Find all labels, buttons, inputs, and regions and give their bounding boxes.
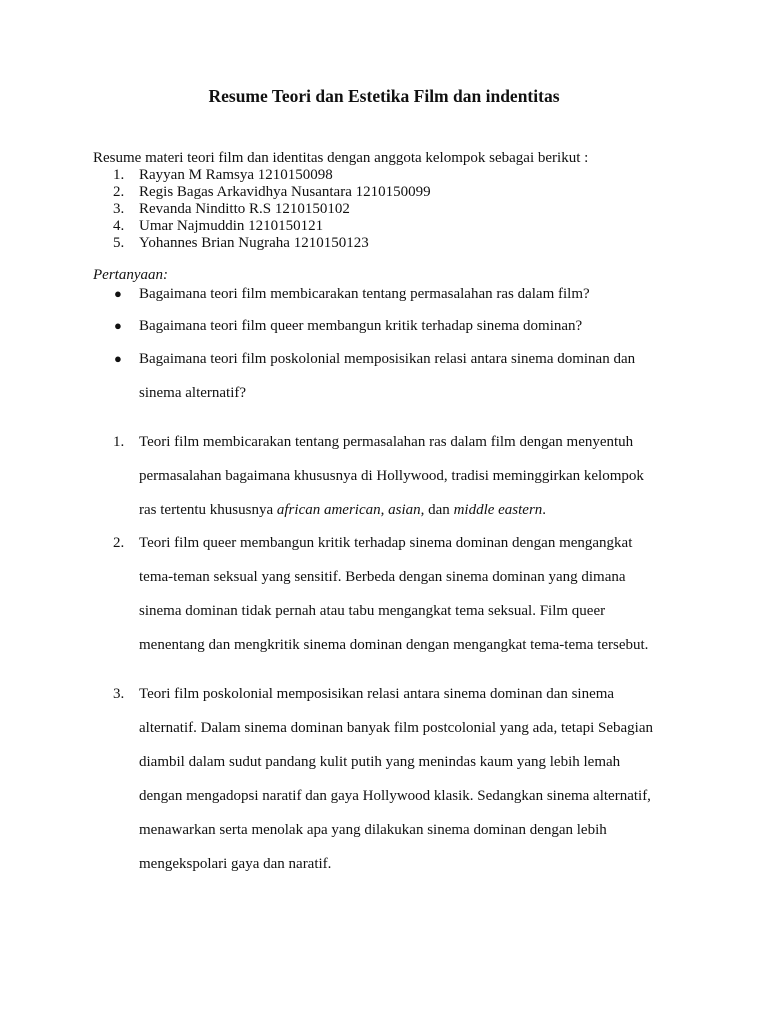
bullet-icon: ● (114, 318, 122, 333)
answer-number: 3. (113, 686, 125, 702)
answer-text: ras tertentu khususnya (139, 502, 277, 518)
list-item (0, 218, 768, 235)
answer-line: tema-teman seksual yang sensitif. Berbeda dengan sinema dominan yang dimana (139, 569, 626, 585)
member-name: Revanda Ninditto R.S 1210150102 (139, 201, 350, 217)
emphasis-text: african american (276, 502, 381, 518)
answer-text: , dan (420, 502, 454, 518)
answer-line: menawarkan serta menolak apa yang dilakukan sinema dominan dengan lebih (139, 822, 607, 838)
answer-line: alternatif. Dalam sinema dominan banyak film postcolonial yang ada, tetapi Sebagian (139, 720, 654, 736)
list-item (0, 167, 768, 184)
answer-line (139, 502, 546, 519)
member-name: Regis Bagas Arkavidhya Nusantara 1210150099 (139, 184, 431, 200)
list-number: 4. (113, 218, 125, 234)
answer-number: 1. (113, 434, 125, 450)
questions-heading: Pertanyaan: (93, 267, 168, 283)
bullet-icon: ● (114, 351, 122, 366)
answer-line: Teori film poskolonial memposisikan relasi antara sinema dominan dan sinema (139, 686, 615, 702)
document-title: Resume Teori dan Estetika Film dan indentitas (208, 86, 560, 106)
bullet-icon: ● (114, 286, 122, 301)
member-name: Yohannes Brian Nugraha 1210150123 (139, 235, 369, 251)
list-item (0, 235, 768, 252)
answer-text: , (380, 502, 389, 518)
question-text-line: sinema alternatif? (139, 385, 247, 401)
answer-line: permasalahan bagaimana khususnya di Hollywood, tradisi meminggirkan kelompok (139, 468, 644, 484)
member-name: Rayyan M Ramsya 1210150098 (139, 167, 333, 183)
answer-line: menentang dan mengkritik sinema dominan dengan mengangkat tema-tema tersebut. (139, 637, 649, 653)
list-number: 3. (113, 201, 125, 217)
emphasis-text: asian (388, 502, 421, 518)
question-text-line: Bagaimana teori film poskolonial memposisikan relasi antara sinema dominan dan (139, 351, 636, 367)
emphasis-text: middle eastern (453, 502, 543, 518)
list-item (0, 201, 768, 218)
list-number: 5. (113, 235, 125, 251)
answer-line: dengan mengadopsi naratif dan gaya Hollywood klasik. Sedangkan sinema alternatif, (139, 788, 651, 804)
list-item (0, 184, 768, 201)
list-number: 2. (113, 184, 125, 200)
answer-line: Teori film queer membangun kritik terhadap sinema dominan dengan mengangkat (139, 535, 633, 551)
intro-text: Resume materi teori film dan identitas dengan anggota kelompok sebagai berikut : (93, 150, 589, 166)
question-text: Bagaimana teori film membicarakan tentang permasalahan ras dalam film? (139, 286, 590, 302)
answer-number: 2. (113, 535, 125, 551)
member-name: Umar Najmuddin 1210150121 (139, 218, 324, 234)
answer-line: sinema dominan tidak pernah atau tabu mengangkat tema seksual. Film queer (139, 603, 606, 619)
answer-text: . (542, 502, 547, 518)
question-text: Bagaimana teori film queer membangun kritik terhadap sinema dominan? (139, 318, 583, 334)
list-number: 1. (113, 167, 125, 183)
answer-line: Teori film membicarakan tentang permasalahan ras dalam film dengan menyentuh (139, 434, 634, 450)
answer-line: mengekspolari gaya dan naratif. (139, 856, 332, 872)
answer-line: diambil dalam sudut pandang kulit putih yang menindas kaum yang lebih lemah (139, 754, 621, 770)
